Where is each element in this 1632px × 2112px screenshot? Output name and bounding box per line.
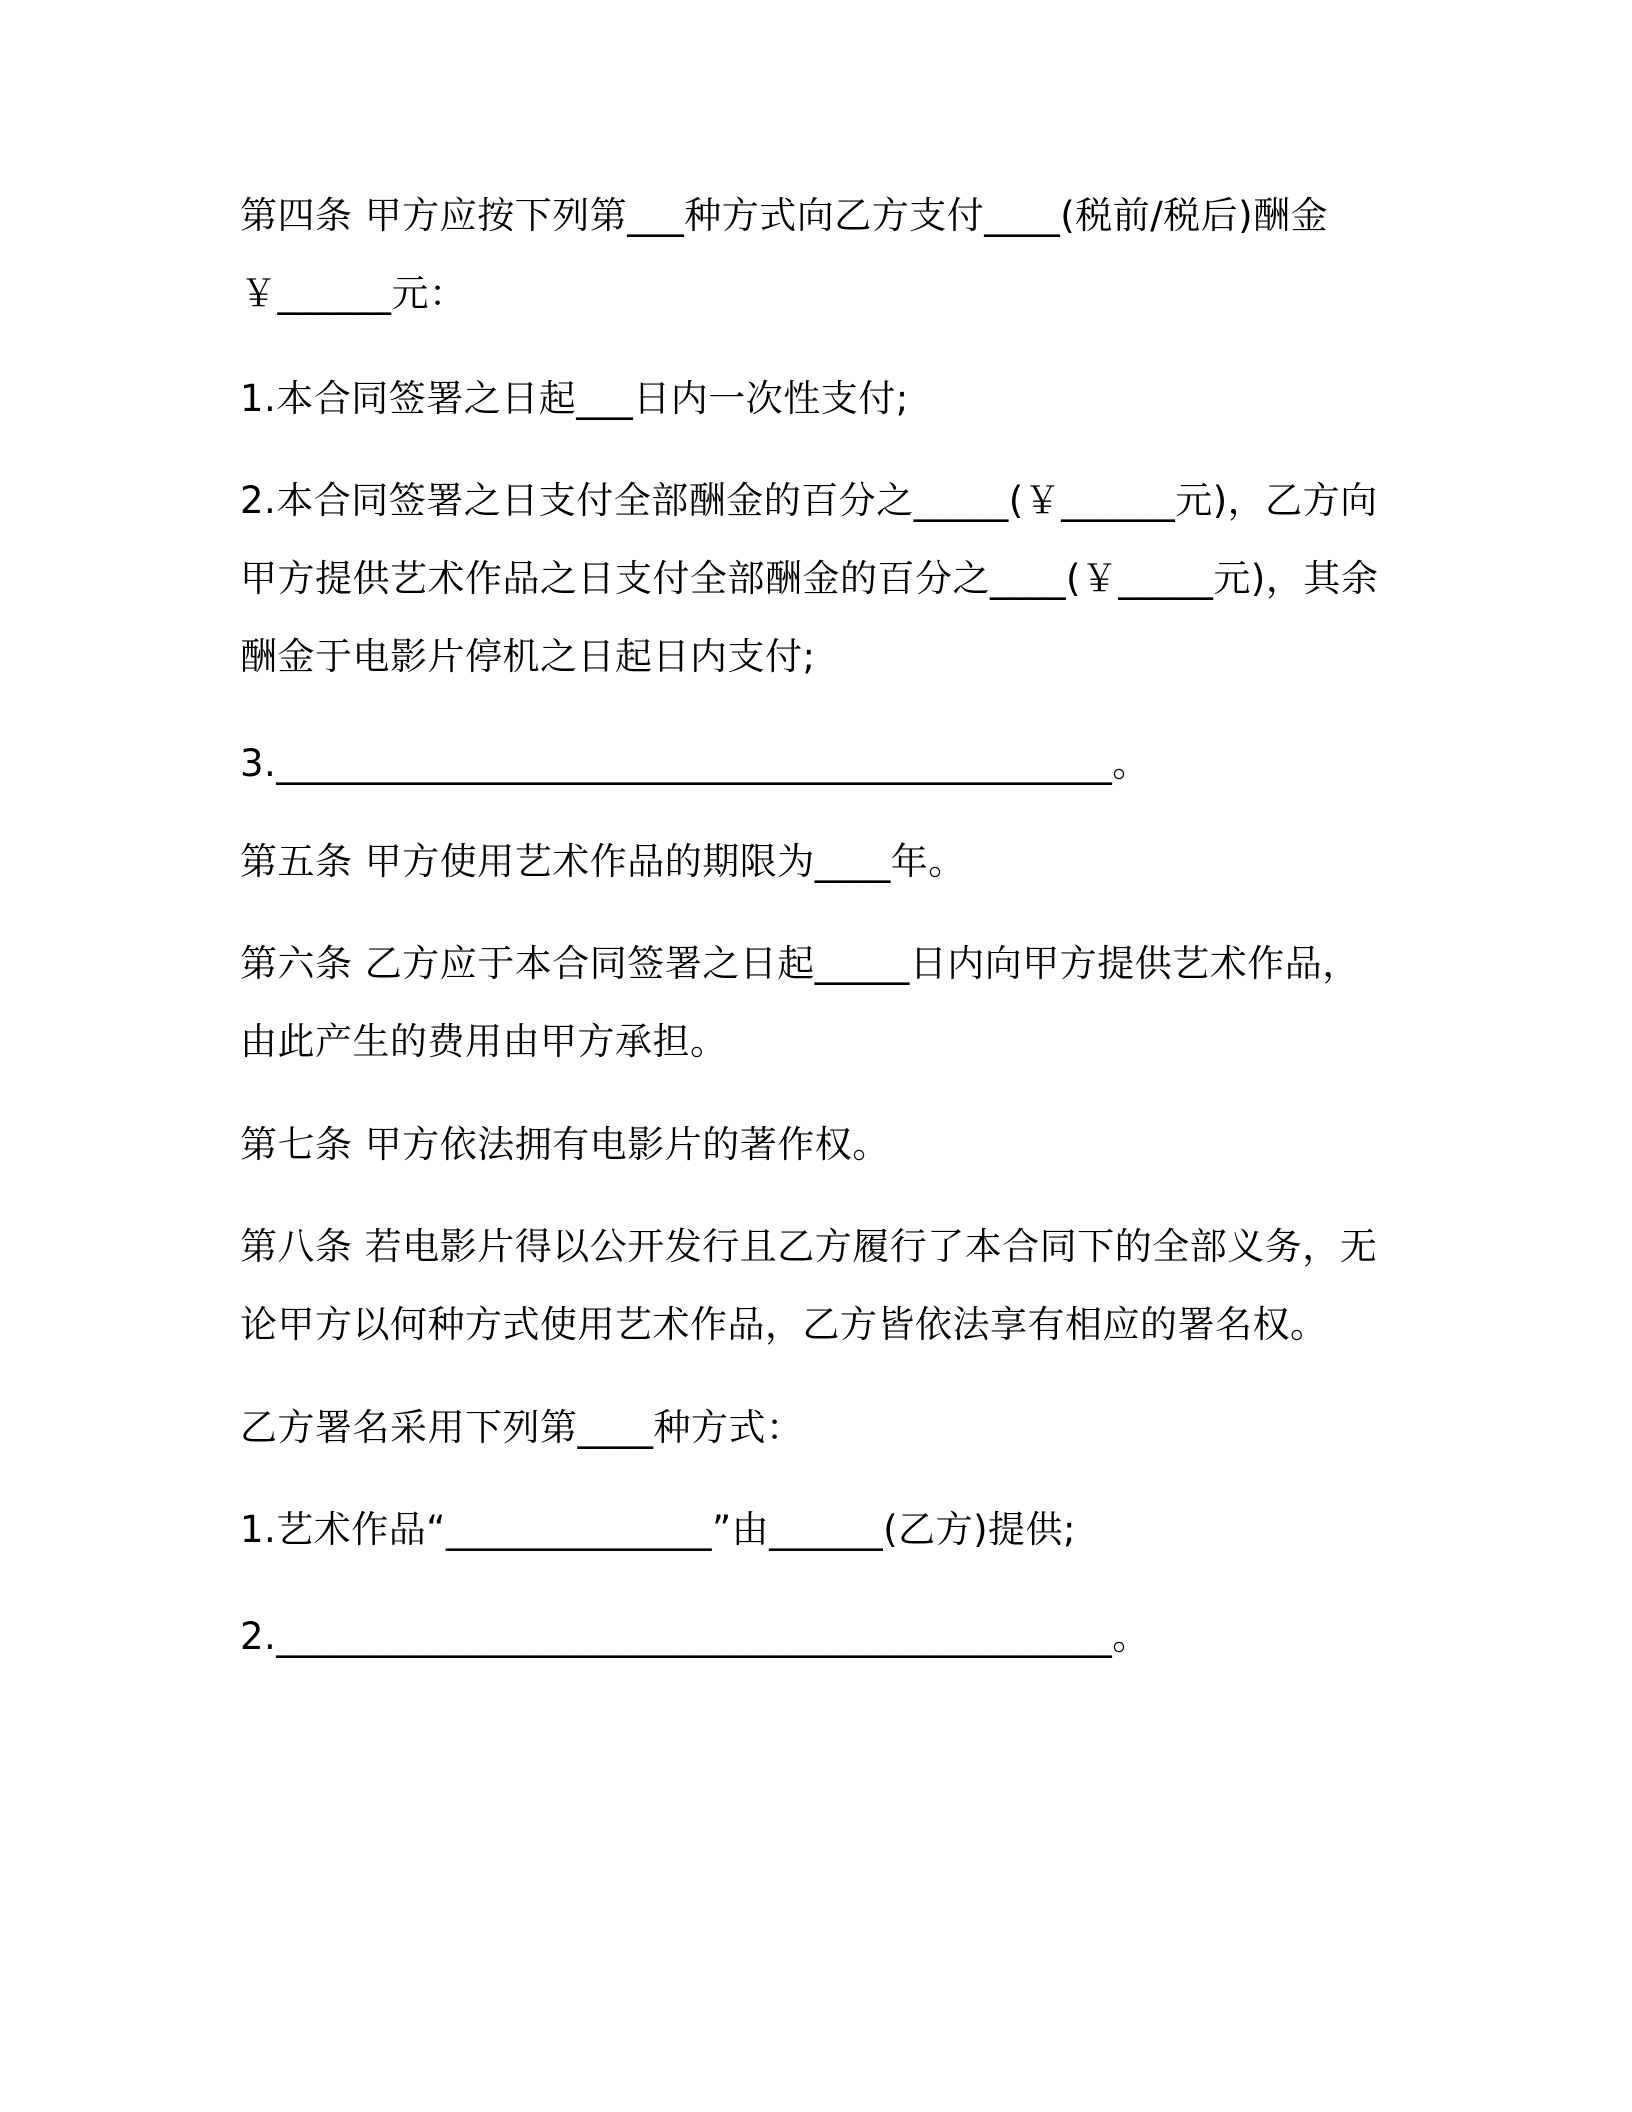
article-4-item-2-line-3: 酬金于电影片停机之日起日内支付; [240, 635, 816, 678]
article-8-line-2: 论甲方以何种方式使用艺术作品，乙方皆依法享有相应的署名权。 [240, 1303, 1328, 1346]
article-4-item-2-line-1: 2.本合同签署之日支付全部酬金的百分之_____(￥______元)，乙方向 [240, 479, 1378, 522]
article-4-line-1: 第四条 甲方应按下列第___种方式向乙方支付____(税前/税后)酬金 [240, 194, 1329, 237]
article-6-line-2: 由此产生的费用由甲方承担。 [240, 1020, 728, 1063]
signature-method-heading: 乙方署名采用下列第____种方式： [240, 1406, 804, 1449]
article-6-line-1: 第六条 乙方应于本合同签署之日起_____日内向甲方提供艺术作品， [240, 942, 1360, 985]
article-4-item-1: 1.本合同签署之日起___日内一次性支付; [240, 377, 909, 420]
signature-method-item-2: 2.____________________________________________。 [240, 1615, 1150, 1658]
article-7: 第七条 甲方依法拥有电影片的著作权。 [240, 1123, 890, 1166]
article-4-item-2-line-2: 甲方提供艺术作品之日支付全部酬金的百分之____(￥_____元)，其余 [240, 557, 1379, 600]
signature-method-item-1: 1.艺术作品“______________”由______(乙方)提供; [240, 1508, 1076, 1551]
article-4-item-3: 3.____________________________________________。 [240, 742, 1150, 785]
article-5: 第五条 甲方使用艺术作品的期限为____年。 [240, 840, 966, 883]
article-8-line-1: 第八条 若电影片得以公开发行且乙方履行了本合同下的全部义务，无 [240, 1225, 1378, 1268]
article-4-line-2: ￥______元： [240, 272, 467, 315]
